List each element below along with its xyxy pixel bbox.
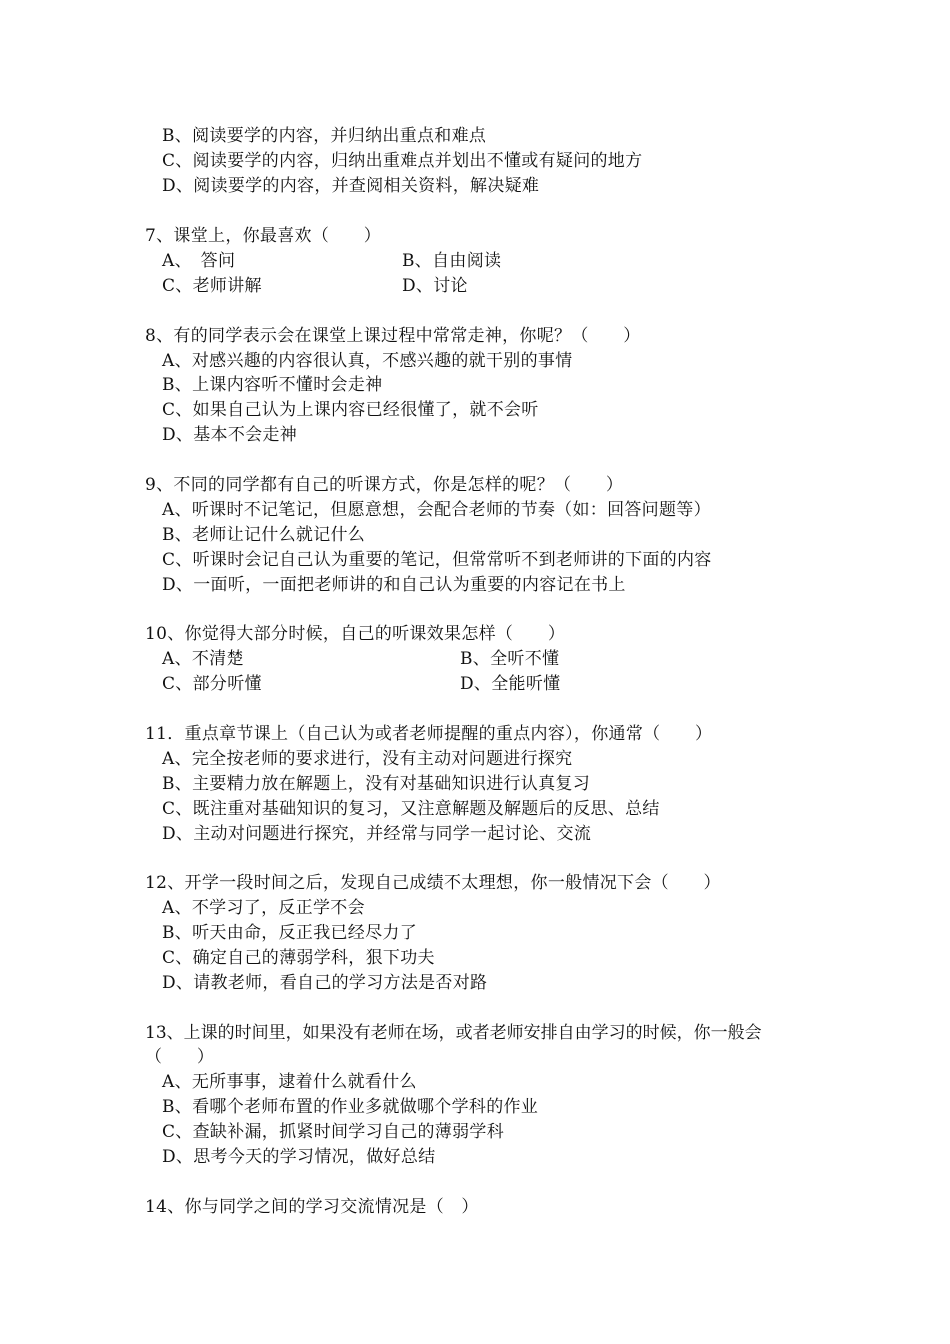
q12-question: 12、开学一段时间之后，发现自己成绩不太理想，你一般情况下会（ ）: [145, 873, 721, 893]
q7-option-d: D、讨论: [402, 276, 468, 296]
q13-option-c: C、查缺补漏，抓紧时间学习自己的薄弱学科: [162, 1122, 505, 1142]
q6-option-c: C、阅读要学的内容，归纳出重难点并划出不懂或有疑问的地方: [162, 151, 643, 171]
q10-option-c: C、部分听懂: [162, 674, 262, 694]
q13-option-d: D、思考今天的学习情况，做好总结: [162, 1147, 436, 1167]
q12-option-c: C、确定自己的薄弱学科，狠下功夫: [162, 948, 435, 968]
q9-option-b: B、老师让记什么就记什么: [162, 525, 366, 545]
q14-question: 14、你与同学之间的学习交流情况是（ ）: [145, 1197, 479, 1217]
q11-option-d: D、主动对问题进行探究，并经常与同学一起讨论、交流: [162, 824, 592, 844]
q11-option-c: C、既注重对基础知识的复习，又注意解题及解题后的反思、总结: [162, 799, 660, 819]
q7-option-b: B、自由阅读: [402, 251, 502, 271]
q11-option-a: A、完全按老师的要求进行，没有主动对问题进行探究: [162, 749, 573, 769]
q8-option-d: D、基本不会走神: [162, 425, 298, 445]
q12-option-b: B、听天由命，反正我已经尽力了: [162, 923, 417, 943]
q10-option-a: A、不清楚: [162, 649, 244, 669]
q8-option-a: A、对感兴趣的内容很认真，不感兴趣的就干别的事情: [162, 351, 573, 371]
q10-option-d: D、全能听懂: [460, 674, 561, 694]
q7-option-a: A、 答问: [162, 251, 236, 271]
q10-question: 10、你觉得大部分时候，自己的听课效果怎样（ ）: [145, 624, 566, 644]
q13-option-a: A、无所事事，逮着什么就看什么: [162, 1072, 417, 1092]
q12-option-a: A、不学习了，反正学不会: [162, 898, 365, 918]
q8-option-b: B、上课内容听不懂时会走神: [162, 375, 383, 395]
q13-option-b: B、看哪个老师布置的作业多就做哪个学科的作业: [162, 1097, 539, 1117]
q11-question: 11．重点章节课上（自己认为或者老师提醒的重点内容），你通常（ ）: [145, 724, 713, 744]
q12-option-d: D、请教老师，看自己的学习方法是否对路: [162, 973, 488, 993]
q11-option-b: B、主要精力放在解题上，没有对基础知识进行认真复习: [162, 774, 590, 794]
q9-question: 9、不同的同学都有自己的听课方式，你是怎样的呢？（ ）: [145, 475, 624, 495]
q8-question: 8、有的同学表示会在课堂上课过程中常常走神，你呢？（ ）: [145, 326, 641, 346]
q8-option-c: C、如果自己认为上课内容已经很懂了，就不会听: [162, 400, 539, 420]
q9-option-c: C、听课时会记自己认为重要的笔记，但常常听不到老师讲的下面的内容: [162, 550, 712, 570]
q13-question: 13、上课的时间里，如果没有老师在场，或者老师安排自由学习的时候，你一般会: [145, 1023, 762, 1043]
q10-option-b: B、全听不懂: [460, 649, 560, 669]
q9-option-d: D、一面听，一面把老师讲的和自己认为重要的内容记在书上: [162, 575, 626, 595]
q9-option-a: A、听课时不记笔记，但愿意想，会配合老师的节奏（如：回答问题等）: [162, 500, 711, 520]
q7-question: 7、课堂上，你最喜欢（ ）: [145, 226, 382, 246]
q7-option-c: C、老师讲解: [162, 276, 262, 296]
q6-option-d: D、阅读要学的内容，并查阅相关资料，解决疑难: [162, 176, 540, 196]
q13-question-blank: （ ）: [145, 1047, 215, 1067]
q6-option-b: B、阅读要学的内容，并归纳出重点和难点: [162, 126, 487, 146]
